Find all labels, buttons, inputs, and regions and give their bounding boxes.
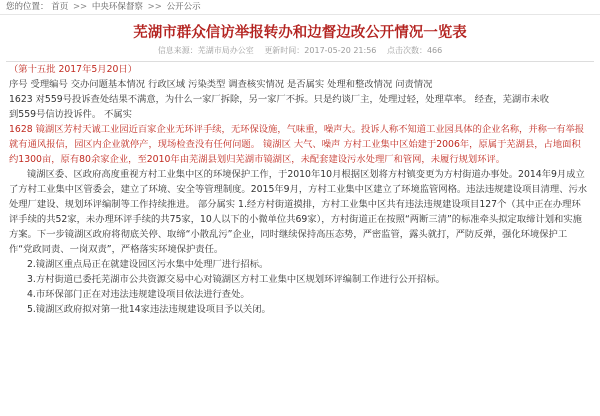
breadcrumb-notice-link[interactable]: 公开公示: [166, 2, 201, 12]
breadcrumb-separator: >>: [147, 2, 162, 12]
columns-line: 序号 受理编号 交办问题基本情况 行政区域 污染类型 调查核实情况 是否属实 处理和整改情况 问责情况: [9, 79, 433, 90]
list-item: 2.镜湖区重点局正在就建设园区污水集中处理厂进行招标。: [27, 259, 269, 270]
article-content: [0, 62, 600, 317]
batch-header: （第十五批 2017年5月20日）: [9, 64, 138, 75]
entry-1623: 1623 对559号投诉查处结果不满意，为什么一家厂拆除，另一家厂不拆。只是约谈厂主，处理过轻，处理草率。 经查，芜湖市未收: [9, 94, 550, 105]
article-source: 信息来源：芜湖市局办公室: [157, 46, 254, 55]
article-views: 点击次数：466: [386, 46, 443, 55]
breadcrumb-prefix: 您的位置：: [6, 2, 49, 12]
breadcrumb: [0, 0, 600, 14]
list-item: 5.镜湖区政府拟对第一批14家违法违规建设项目予以关闭。: [27, 304, 271, 315]
page-title: 芜湖市群众信访举报转办和边督边改公开情况一览表: [133, 25, 467, 41]
entry-1628: 1628 镜湖区芳村天诚工业园近百家企业无环评手续，无环保设施，气味重，噪声大。投诉人称不知道工业园具体的企业名称，并称一有举报就有通风报信，园区内企业就停产，现场检查没有任何问题。 镜湖区 大气、噪声 方村工业集中区始建于2006年，原属于芜湖县，占地面积约1300亩，原有80余家企业，至2010年由芜湖县划归芜湖市镜湖区，未配套建设污水处理厂和管网，未履行规划环评。: [9, 124, 585, 165]
article-date: 更新时间：2017-05-20 21:56: [264, 46, 377, 55]
breadcrumb-home-link[interactable]: 首页: [51, 2, 69, 12]
breadcrumb-separator: >>: [72, 2, 88, 12]
entry-1623-cont: 到559号信访投诉件。 不属实: [9, 109, 132, 120]
list-item: 4.市环保部门正在对违法违规建设项目依法进行查处。: [27, 289, 250, 300]
top-divider: [0, 14, 600, 15]
response-paragraph: 镜湖区委、区政府高度重视方村工业集中区的环境保护工作，于2010年10月根据区划将方村镇变更为方村街道办事处。2014年9月成立了方村工业集中区管委会，建立了环境、安全等管理制度。2015年9月，方村工业集中区建立了环境监管网格。违法违规建设项目清理、污水处理厂建设、规划环评编制等工作持续推进。 部分属实 1.经方村街道摸排，方村工业集中区共有违法违规建设项目127个（其中正在办理环评手续的共52家，未办理环评手续的共75家，10人以下的小微单位共69家），方村街道正在按照“两断三清”的标准牵头拟定取缔计划和实施方案。下一步镜湖区政府将彻底关停、取缔“小散乱污”企业，同时继续保持高压态势，严密监管，露头就打，严防反弹，强化环境保护工作“党政同责、一岗双责”，严格落实环境保护责任。: [9, 169, 588, 255]
list-item: 3.方村街道已委托芜湖市公共资源交易中心对镜湖区方村工业集中区规划环评编制工作进行公开招标。: [27, 274, 445, 285]
article-meta: [0, 45, 600, 57]
breadcrumb-inspection-link[interactable]: 中央环保督察: [91, 2, 143, 12]
